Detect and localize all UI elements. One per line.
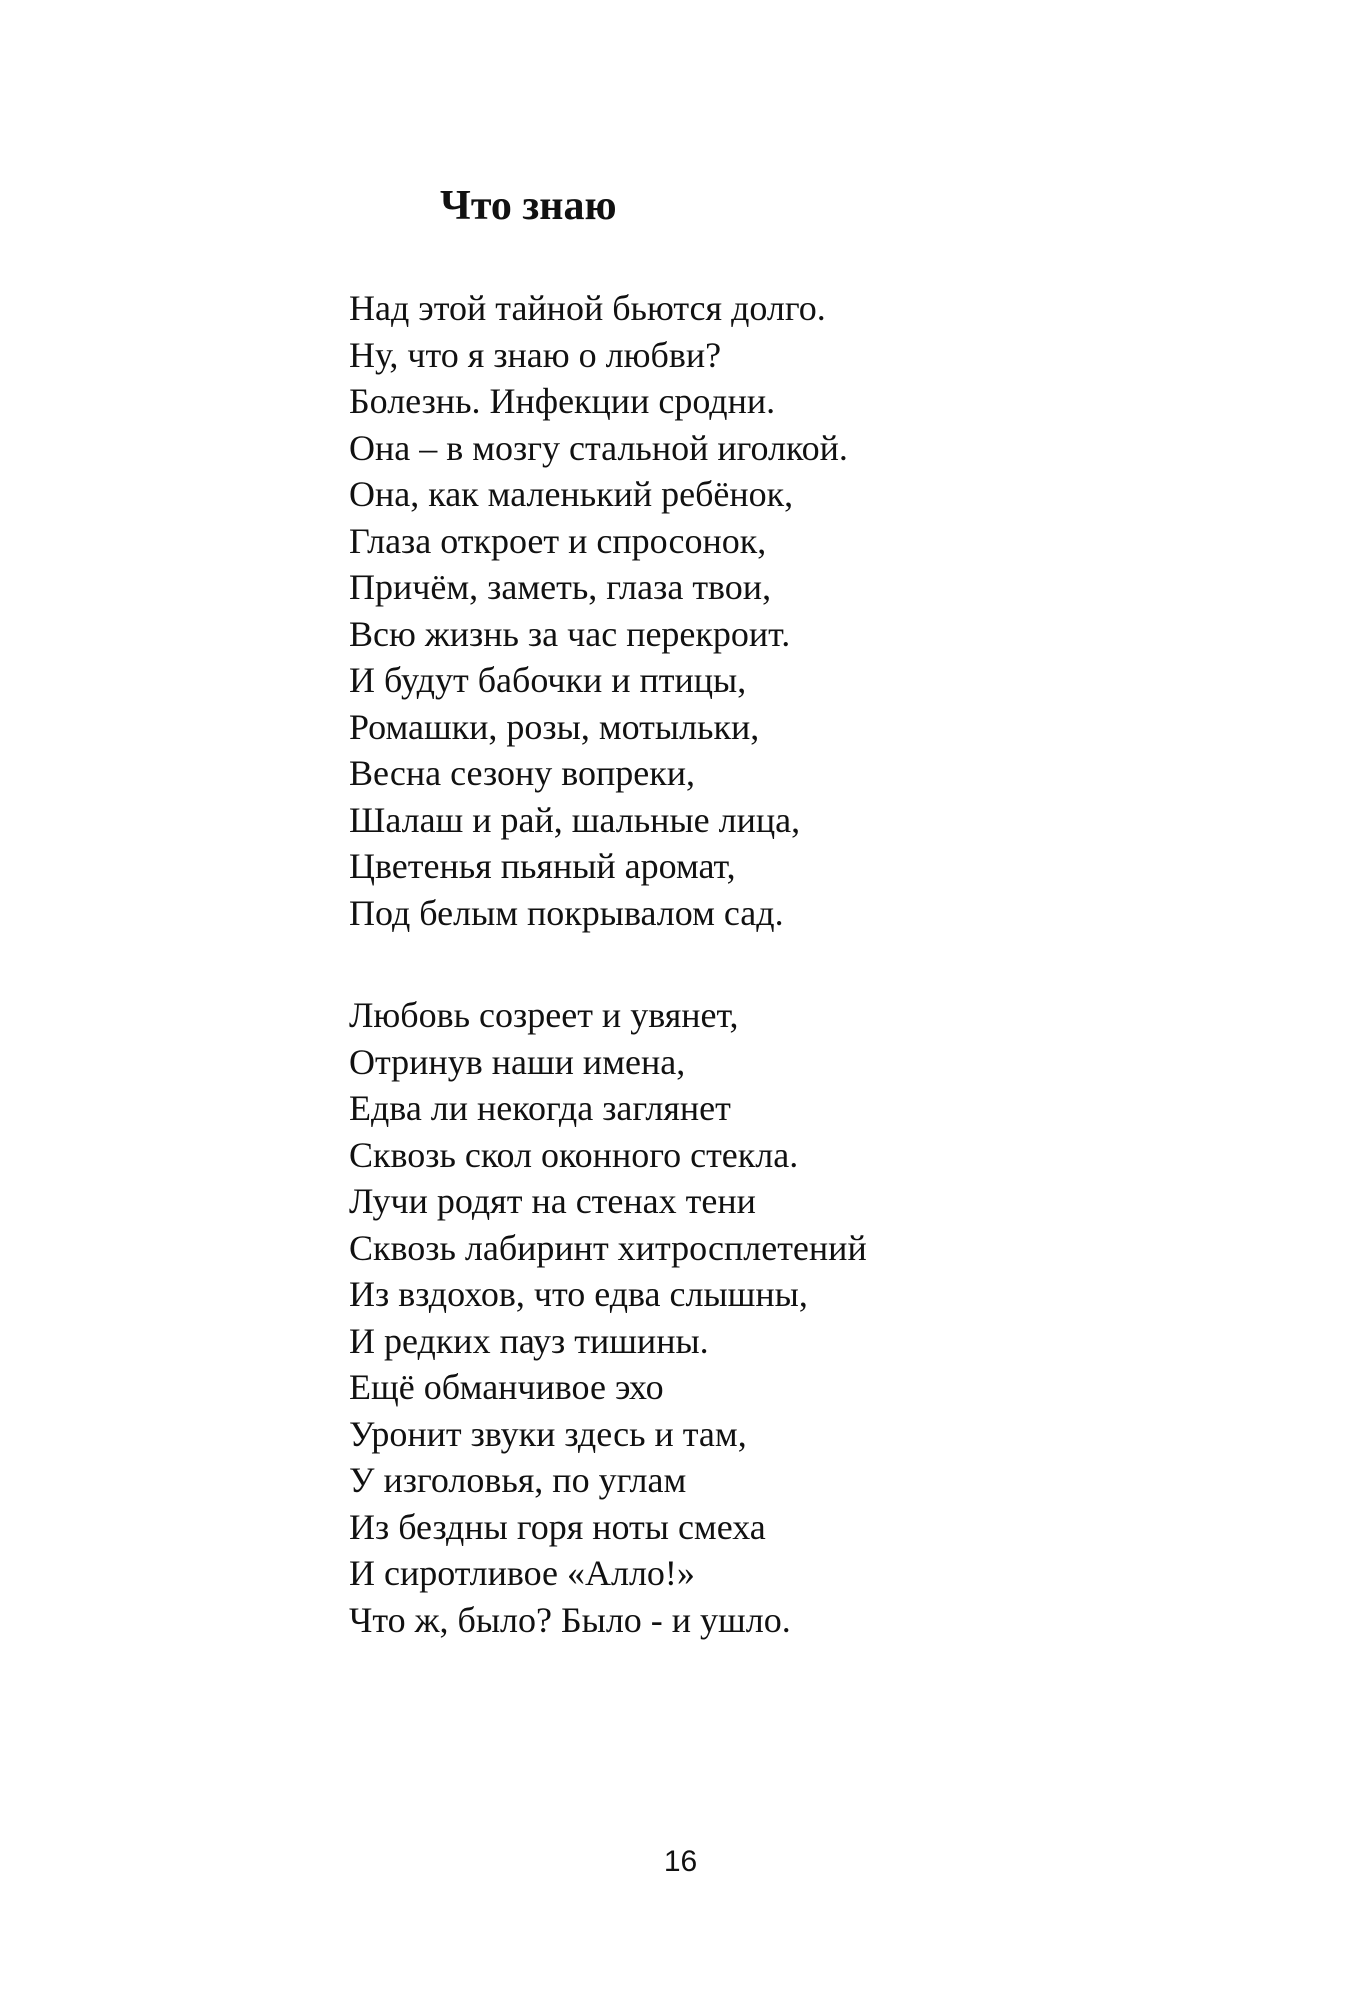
poem-line: Над этой тайной бьются долго. [349,288,826,328]
poem-line: Шалаш и рай, шальные лица, [349,799,801,840]
stanza-2 [349,992,867,1643]
poem-title: Что знаю [440,183,617,229]
poem-line: У изголовья, по углам [349,1460,687,1500]
poem-line: Отринув наши имена, [349,1041,686,1082]
poem-line: Глаза откроет и спросонок, [349,520,767,561]
poem-line: Причём, заметь, глаза твои, [349,567,772,607]
poem-line: И будут бабочки и птицы, [349,660,747,700]
poem-line: Ну, что я знаю о любви? [349,334,722,375]
poem-line: Едва ли некогда заглянет [349,1088,731,1128]
poem-line: Всю жизнь за час перекроит. [349,613,791,654]
poem-line: Цветенья пьяный аромат, [349,846,736,886]
poem-line: Ещё обманчивое эхо [349,1367,664,1407]
poem-line: Ромашки, розы, мотыльки, [349,706,760,747]
page-number: 16 [663,1845,698,1878]
poem-line: Сквозь скол оконного стекла. [349,1134,799,1175]
poem-line: Весна сезону вопреки, [349,753,695,793]
poem-line: Она – в мозгу стальной иголкой. [349,427,848,468]
poem-line: Сквозь лабиринт хитросплетений [349,1227,867,1268]
poem-line: И редких пауз тишины. [349,1320,709,1361]
poem-line: Любовь созреет и увянет, [349,995,739,1035]
poem-line: Под белым покрывалом сад. [349,892,784,933]
stanza-1 [349,285,848,936]
poem-line: Она, как маленький ребёнок, [349,474,794,514]
poem-line: Болезнь. Инфекции сродни. [349,381,776,421]
poem-line: Что ж, было? Было - и ушло. [349,1599,791,1640]
poem-line: Уронит звуки здесь и там, [349,1413,747,1454]
poem-line: Из бездны горя ноты смеха [349,1506,766,1547]
poem-line: И сиротливое «Алло!» [349,1553,695,1593]
poem-line: Лучи родят на стенах тени [349,1181,756,1221]
poem-line: Из вздохов, что едва слышны, [349,1274,808,1314]
